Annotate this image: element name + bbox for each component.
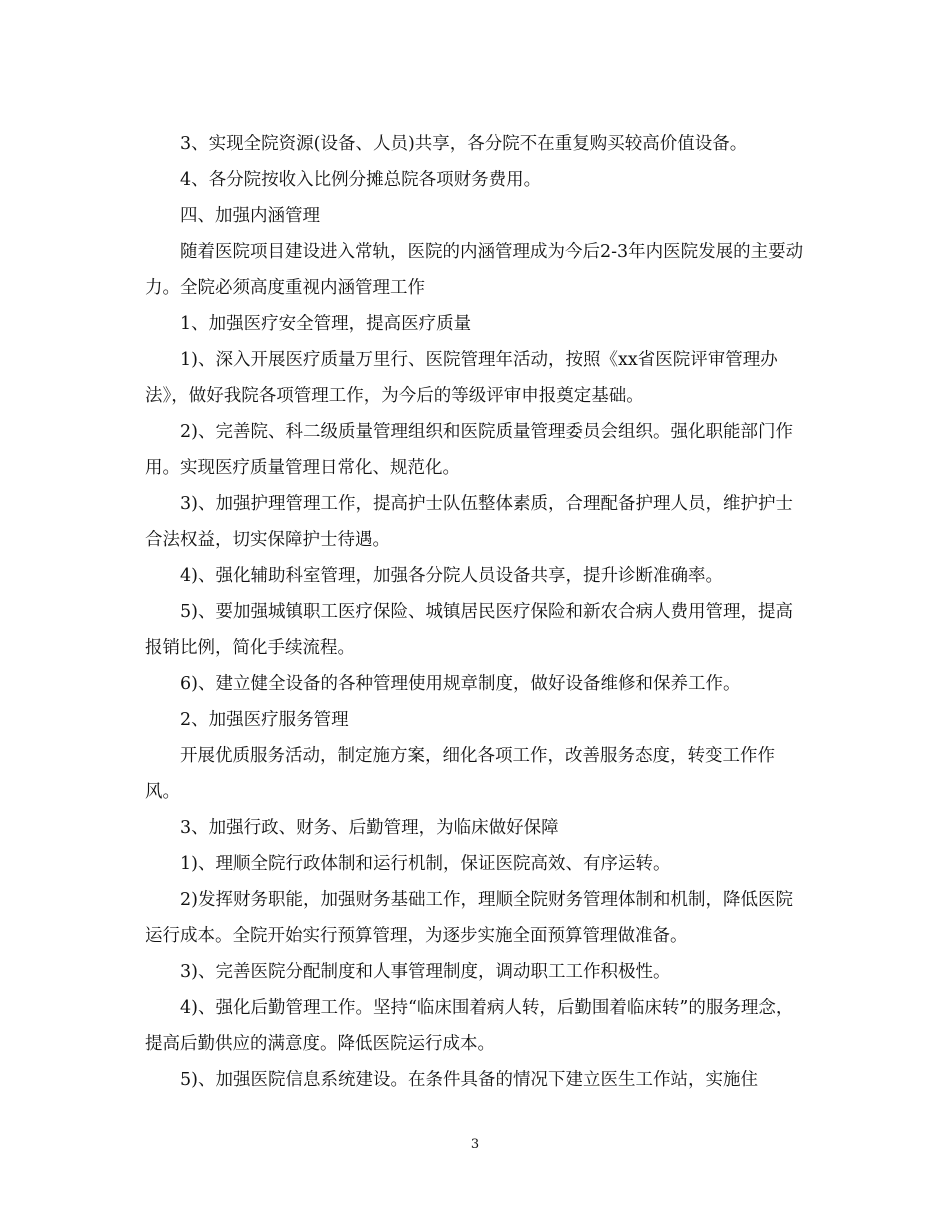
- paragraph: 3)、完善医院分配制度和人事管理制度，调动职工工作积极性。: [180, 962, 671, 982]
- paragraph: 开展优质服务活动，制定施方案，细化各项工作，改善服务态度，转变工作作风。: [145, 746, 775, 802]
- paragraph: 2)发挥财务职能，加强财务基础工作，理顺全院财务管理体制和机制，降低医院运行成本。全院开始实行预算管理，为逐步实施全面预算管理做准备。: [145, 890, 793, 946]
- paragraph: 4)、强化辅助科室管理，加强各分院人员设备共享，提升诊断准确率。: [180, 566, 723, 586]
- paragraph: 4、各分院按收入比例分摊总院各项财务费用。: [180, 170, 542, 190]
- paragraph: 5)、要加强城镇职工医疗保险、城镇居民医疗保险和新农合病人费用管理，提高报销比例，简化手续流程。: [145, 602, 793, 658]
- section-heading: 四、加强内涵管理: [180, 206, 320, 226]
- paragraph: 4)、强化后勤管理工作。坚持“临床围着病人转，后勤围着临床转”的服务理念，提高后勤供应的满意度。降低医院运行成本。: [145, 998, 794, 1054]
- subsection-heading: 2、加强医疗服务管理: [180, 710, 349, 730]
- paragraph: 5)、加强医院信息系统建设。在条件具备的情况下建立医生工作站，实施住: [180, 1070, 758, 1090]
- subsection-heading: 1、加强医疗安全管理，提高医疗质量: [180, 314, 472, 334]
- paragraph: 随着医院项目建设进入常轨，医院的内涵管理成为今后2-3年内医院发展的主要动力。全院必须高度重视内涵管理工作: [145, 242, 804, 298]
- subsection-heading: 3、加强行政、财务、后勤管理，为临床做好保障: [180, 818, 559, 838]
- paragraph: 3、实现全院资源(设备、人员)共享，各分院不在重复购买较高价值设备。: [180, 134, 748, 154]
- paragraph: 1)、深入开展医疗质量万里行、医院管理年活动，按照《xx省医院评审管理办法》，做好我院各项管理工作，为今后的等级评审申报奠定基础。: [145, 350, 778, 406]
- paragraph: 6)、建立健全设备的各种管理使用规章制度，做好设备维修和保养工作。: [180, 674, 741, 694]
- paragraph: 3)、加强护理管理工作，提高护士队伍整体素质，合理配备护理人员，维护护士合法权益，切实保障护士待遇。: [145, 494, 793, 550]
- page-number: 3: [470, 1137, 480, 1152]
- page-body: [145, 126, 805, 1098]
- paragraph: 1)、理顺全院行政体制和运行机制，保证医院高效、有序运转。: [180, 854, 671, 874]
- paragraph: 2)、完善院、科二级质量管理组织和医院质量管理委员会组织。强化职能部门作用。实现医疗质量管理日常化、规范化。: [145, 422, 793, 478]
